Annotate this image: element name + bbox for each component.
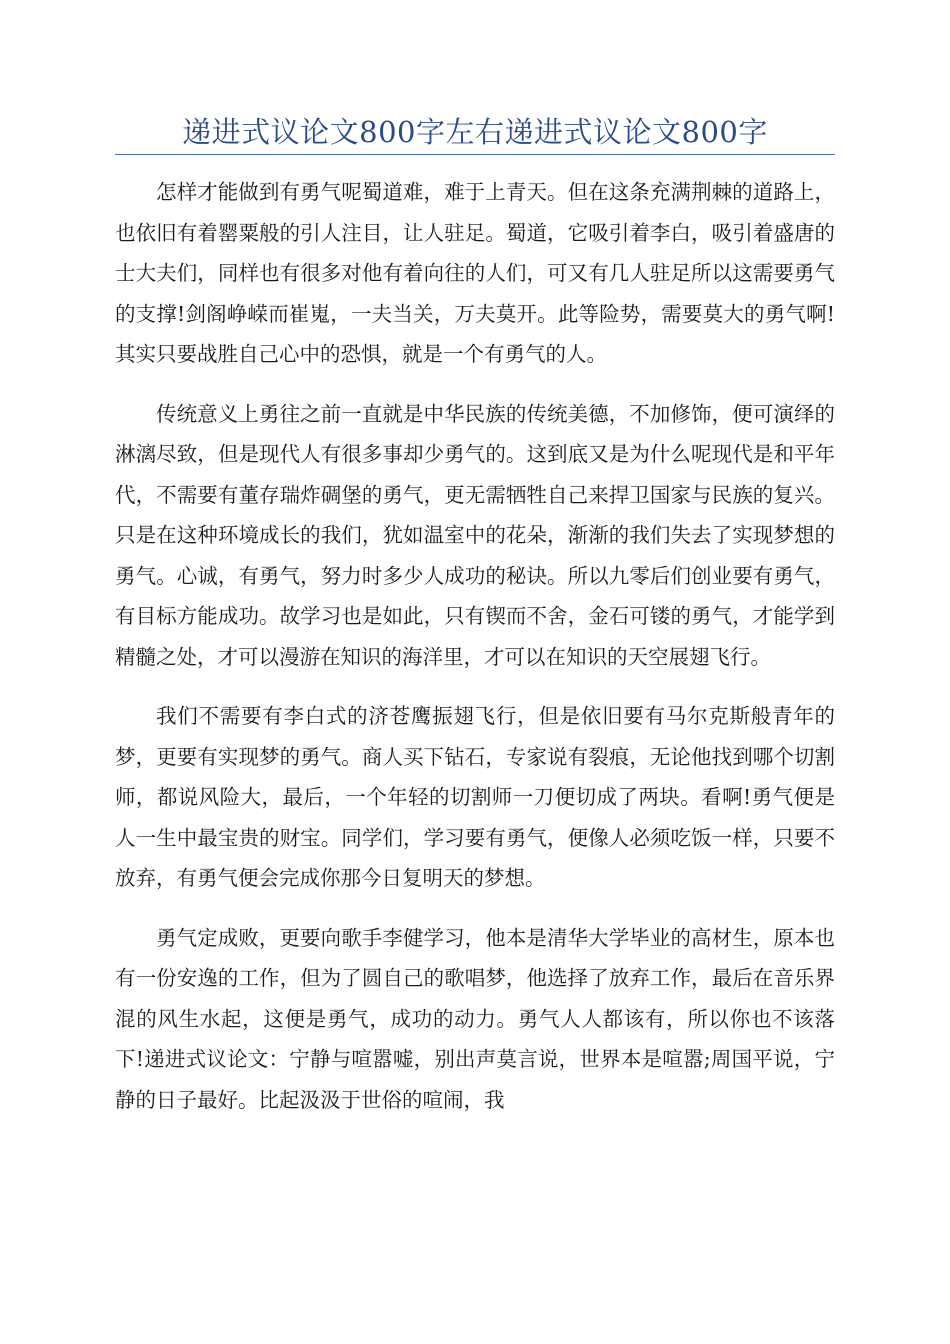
document-title: 递进式议论文800字左右递进式议论文800字: [182, 115, 768, 149]
paragraph-2: 传统意义上勇往之前一直就是中华民族的传统美德，不加修饰，便可演绎的淋漓尽致，但是现代人有很多事却少勇气的。这到底又是为什么呢现代是和平年代，不需要有董存瑞炸碉堡的勇气，更无需牺牲自己来捍卫国家与民族的复兴。只是在这种环境成长的我们，犹如温室中的花朵，渐渐的我们失去了实现梦想的勇气。心诚，有勇气，努力时多少人成功的秘诀。所以九零后们创业要有勇气，有目标方能成功。故学习也是如此，只有锲而不舍，金石可镂的勇气，才能学到精髓之处，才可以漫游在知识的海洋里，才可以在知识的天空展翅飞行。: [115, 401, 835, 669]
paragraph-3: 我们不需要有李白式的济苍鹰振翅飞行，但是依旧要有马尔克斯般青年的梦，更要有实现梦的勇气。商人买下钻石，专家说有裂痕，无论他找到哪个切割师，都说风险大，最后，一个年轻的切割师一刀便切成了两块。看啊!勇气便是人一生中最宝贵的财宝。同学们，学习要有勇气，便像人必须吃饭一样，只要不放弃，有勇气便会完成你那今日复明天的梦想。: [115, 704, 835, 890]
paragraph-4: 勇气定成败，更要向歌手李健学习，他本是清华大学毕业的高材生，原本也有一份安逸的工作，但为了圆自己的歌唱梦，他选择了放弃工作，最后在音乐界混的风生水起，这便是勇气，成功的动力。勇气人人都该有，所以你也不该落下!递进式议论文：宁静与喧嚣嘘，别出声莫言说，世界本是喧嚣;周国平说，宁静的日子最好。比起汲汲于世俗的喧闹，我: [115, 925, 835, 1112]
paragraph-1: 怎样才能做到有勇气呢蜀道难，难于上青天。但在这条充满荆棘的道路上，也依旧有着罂粟般的引人注目，让人驻足。蜀道，它吸引着李白，吸引着盛唐的士大夫们，同样也有很多对他有着向往的人们，可又有几人驻足所以这需要勇气的支撑!剑阁峥嵘而崔嵬，一夫当关，万夫莫开。此等险势，需要莫大的勇气啊!其实只要战胜自己心中的恐惧，就是一个有勇气的人。: [115, 180, 835, 366]
title-underline: [115, 154, 835, 155]
document-body: [115, 172, 835, 1139]
